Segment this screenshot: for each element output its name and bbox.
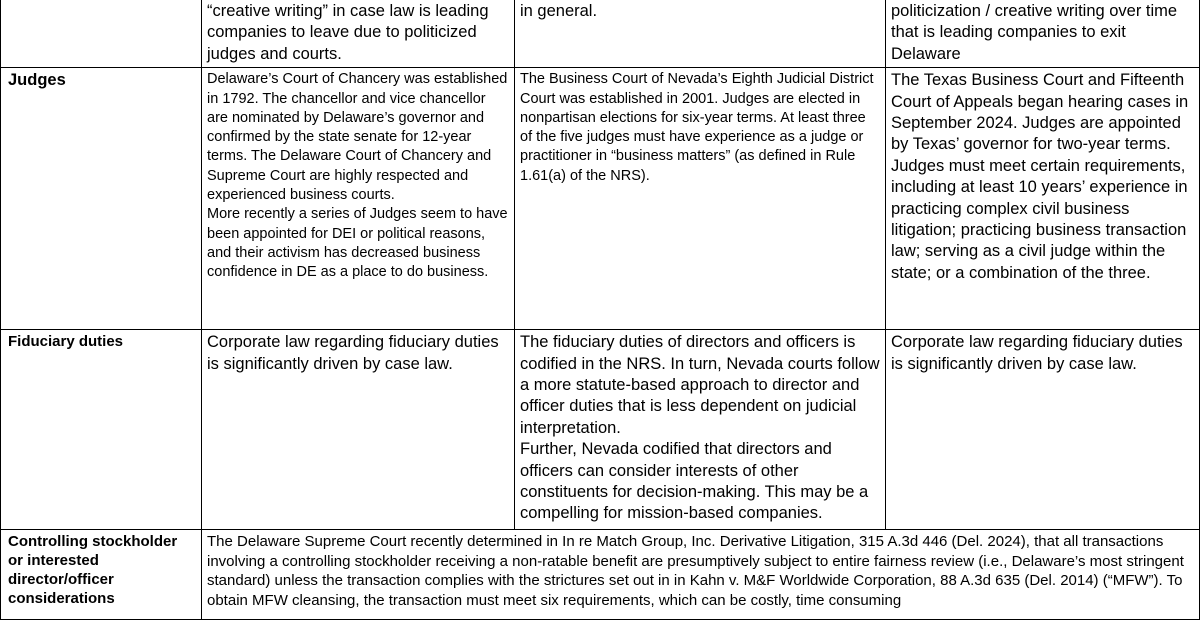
delaware-judges-paragraph-2: More recently a series of Judges seem to have been appointed for DEI or political reasons, and their activism has decreased business confidence in DE as a place to do business. xyxy=(207,206,508,281)
nevada-cell: in general. xyxy=(515,0,886,68)
texas-fiduciary-cell: Corporate law regarding fiduciary duties is significantly driven by case law. xyxy=(886,330,1200,530)
table-row-previous xyxy=(1,0,1200,68)
nevada-fiduciary-cell xyxy=(515,330,886,530)
delaware-fiduciary-cell: Corporate law regarding fiduciary duties is significantly driven by case law. xyxy=(202,330,515,530)
texas-judges-cell: The Texas Business Court and Fifteenth Court of Appeals began hearing cases in September 2024. Judges are appointed by Texas’ governor for two-year terms. Judges must meet certain requirements, including at least 10 years’ experience in practicing complex civil business litigation; practicing business transaction law; serving as a civil judge within the state; or a combination of the three. xyxy=(886,68,1200,330)
label-cell-empty xyxy=(1,0,202,68)
delaware-judges-cell xyxy=(202,68,515,330)
row-label-controlling-stockholder: Controlling stockholder or interested director/officer considerations xyxy=(1,530,202,620)
nevada-fiduciary-paragraph-1: The fiduciary duties of directors and officers is codified in the NRS. In turn, Nevada courts follow a more statute-based approach to director and officer duties that is less dependent on judicial interpretation. xyxy=(520,333,880,437)
delaware-judges-paragraph-1: Delaware’s Court of Chancery was established in 1792. The chancellor and vice chancellor are nominated by Delaware’s governor and confirmed by the state senate for 12-year terms. The Delaware Court of Chancery and Supreme Court are highly respected and experienced business courts. xyxy=(207,71,508,203)
table-row-judges xyxy=(1,68,1200,330)
row-label-fiduciary-duties: Fiduciary duties xyxy=(1,330,202,530)
table-row-fiduciary-duties xyxy=(1,330,1200,530)
controlling-stockholder-cell: The Delaware Supreme Court recently determined in In re Match Group, Inc. Derivative Litigation, 315 A.3d 446 (Del. 2024), that all transactions involving a controlling stockholder receiving a non-ratable benefit are presumptively subject to entire fairness review (i.e., Delaware’s most stringent standard) unless the transaction complies with the strictures set out in in Kahn v. M&F Worldwide Corporation, 88 A.3d 635 (Del. 2014) (“MFW”). To obtain MFW cleansing, the transaction must meet six requirements, which can be costly, time consuming xyxy=(202,530,1200,620)
table-row-controlling-stockholder xyxy=(1,530,1200,620)
texas-cell: politicization / creative writing over time that is leading companies to exit Delaware xyxy=(886,0,1200,68)
nevada-judges-cell: The Business Court of Nevada’s Eighth Judicial District Court was established in 2001. Judges are elected in nonpartisan elections for six-year terms. At least three of the five judges must have experience as a judge or practitioner in “business matters” (as defined in Rule 1.61(a) of the NRS). xyxy=(515,68,886,330)
row-label-judges: Judges xyxy=(1,68,202,330)
nevada-fiduciary-paragraph-2: Further, Nevada codified that directors and officers can consider interests of other constituents for decision-making. This may be a compelling for mission-based companies. xyxy=(520,440,869,523)
delaware-cell: “creative writing” in case law is leading companies to leave due to politicized judges and courts. xyxy=(202,0,515,68)
